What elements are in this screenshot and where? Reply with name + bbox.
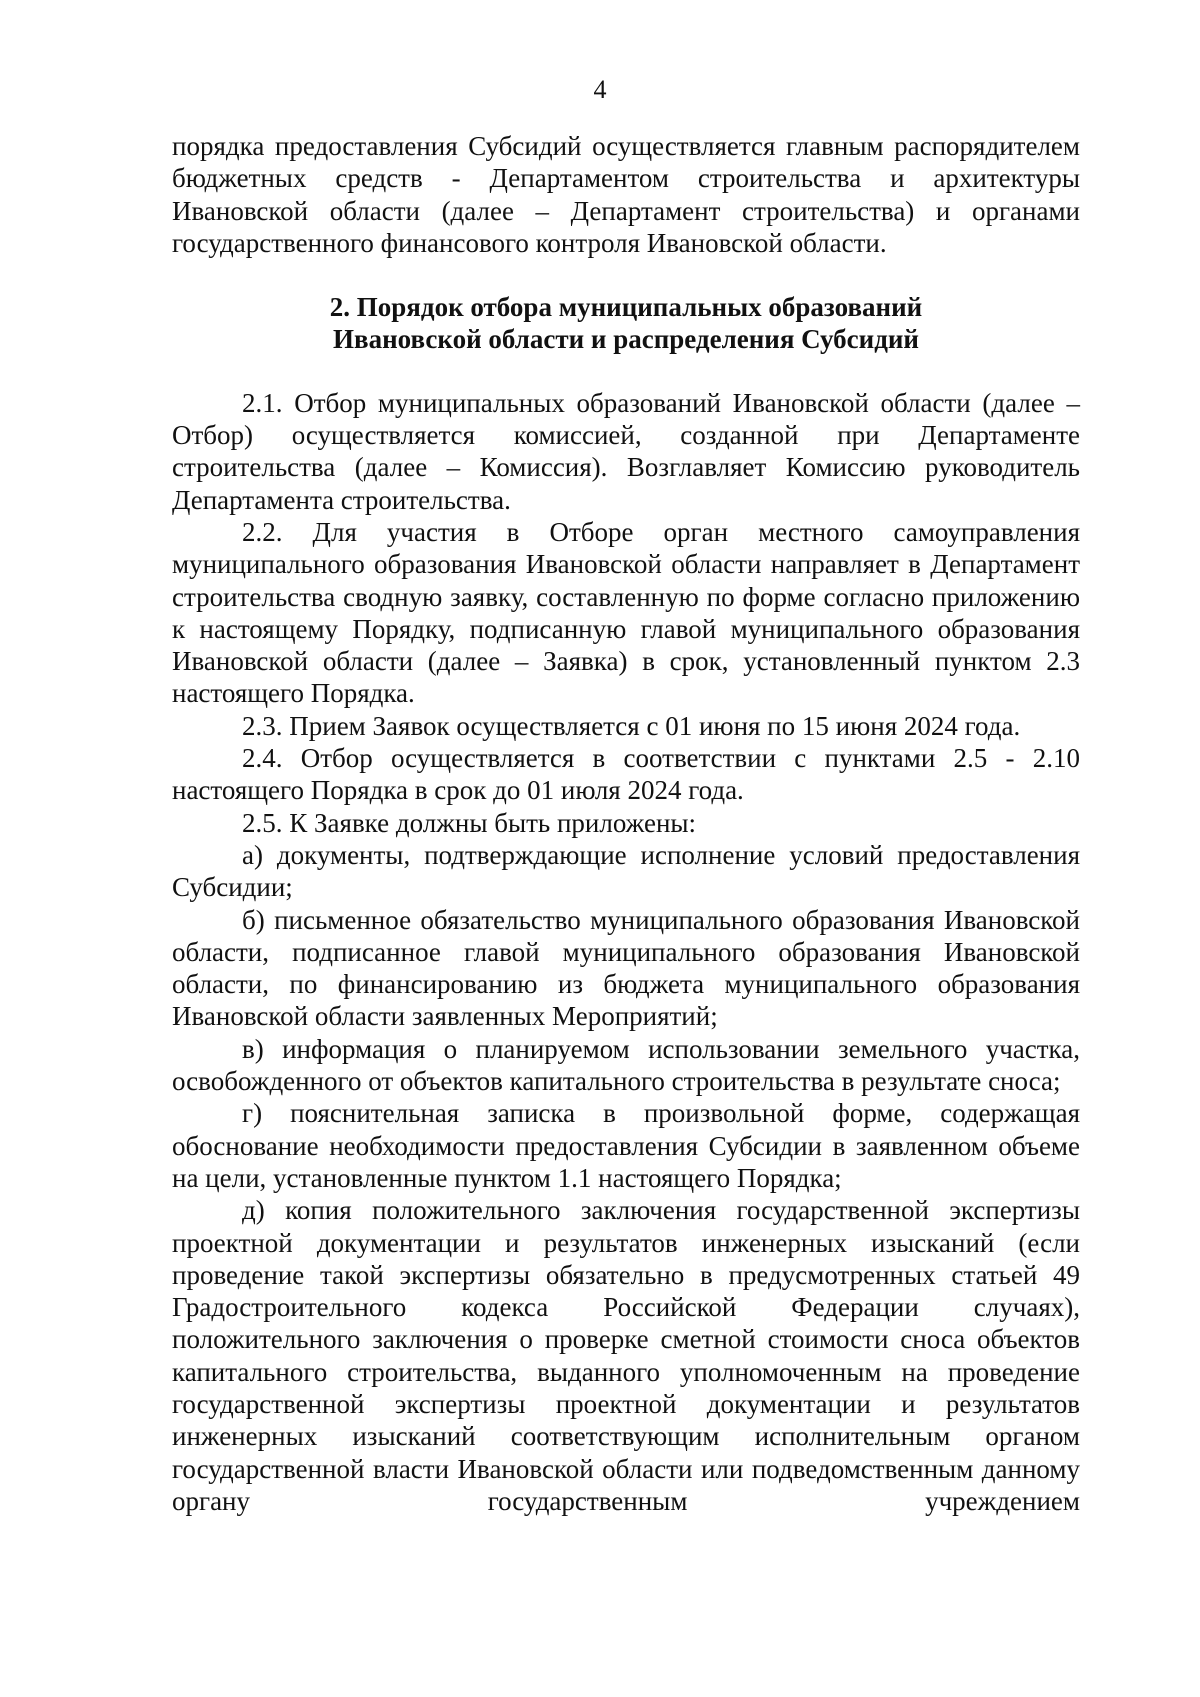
intro-paragraph: порядка предоставления Субсидий осуществляется главным распорядителем бюджетных средств - Департаментом строительства и архитектуры Ивановской области (далее – Департамент строительства) и органами государственного финансового контроля Ивановской области. <box>172 131 1080 258</box>
list-item-v: в) информация о планируемом использовании земельного участка, освобожденного от объектов капитального строительства в результате сноса; <box>172 1033 1080 1097</box>
list-item-b: б) письменное обязательство муниципального образования Ивановской области, подписанное главой муниципального образования Ивановской области, по финансированию из бюджета муниципального образования Ивановской области заявленных Мероприятий; <box>172 904 1080 1032</box>
paragraph-2-5: 2.5. К Заявке должны быть приложены: <box>242 807 697 838</box>
document-body <box>172 130 1080 1517</box>
paragraph-2-3: 2.3. Прием Заявок осуществляется с 01 июня по 15 июня 2024 года. <box>242 710 1021 741</box>
section-heading <box>172 291 1080 356</box>
list-item-d: д) копия положительного заключения государственной экспертизы проектной документации и результатов инженерных изысканий (если проведение такой экспертизы обязательно в предусмотренных статьей 49 Градостроительного кодекса Российской Федерации случаях), положительного заключения о проверке сметной стоимости сноса объектов капитального строительства, выданного уполномоченным на проведение государственной экспертизы проектной документации и результатов инженерных изысканий соответствующим исполнительным органом государственной власти Ивановской области или подведомственным данному органу государственным учреждением <box>172 1195 1080 1516</box>
paragraph-2-1: 2.1. Отбор муниципальных образований Ивановской области (далее – Отбор) осуществляется комиссией, созданной при Департаменте строительства (далее – Комиссия). Возглавляет Комиссию руководитель Департамента строительства. <box>172 387 1080 515</box>
page-number: 4 <box>593 75 607 104</box>
paragraph-2-2: 2.2. Для участия в Отборе орган местного самоуправления муниципального образования Ивановской области направляет в Департамент строительства сводную заявку, составленную по форме согласно приложению к настоящему Порядку, подписанную главой муниципального образования Ивановской области (далее – Заявка) в срок, установленный пунктом 2.3 настоящего Порядка. <box>172 516 1080 709</box>
list-item-a: а) документы, подтверждающие исполнение условий предоставления Субсидии; <box>172 839 1080 903</box>
list-item-g: г) пояснительная записка в произвольной форме, содержащая обоснование необходимости предоставления Субсидии в заявленном объеме на цели, установленные пунктом 1.1 настоящего Порядка; <box>172 1098 1080 1193</box>
section-title-line-2: Ивановской области и распределения Субсидий <box>333 324 919 355</box>
paragraph-2-4: 2.4. Отбор осуществляется в соответствии с пунктами 2.5 - 2.10 настоящего Порядка в срок до 01 июля 2024 года. <box>172 743 1080 806</box>
section-title-line-1: 2. Порядок отбора муниципальных образований <box>329 292 923 323</box>
